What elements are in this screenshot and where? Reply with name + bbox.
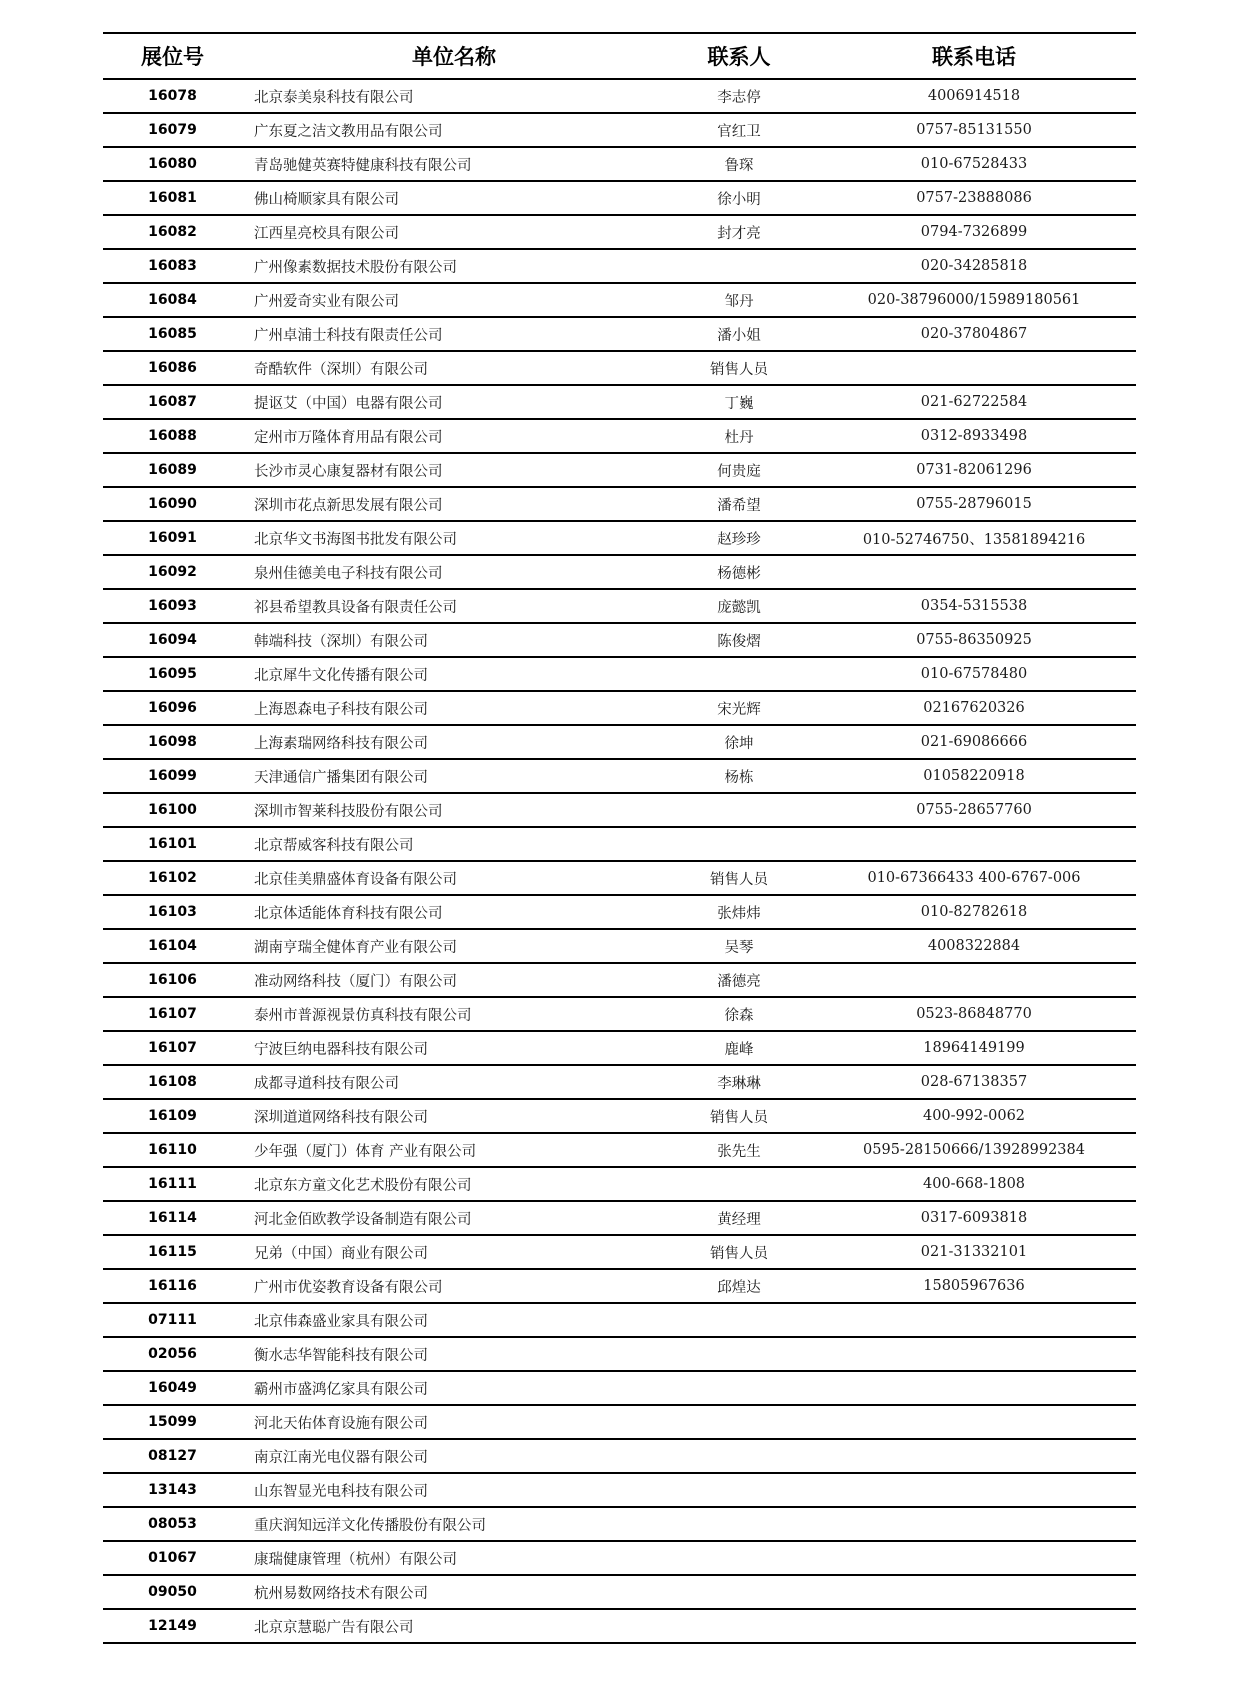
booth-number-cell: 16049 — [103, 1371, 242, 1405]
header-contact-phone: 联系电话 — [812, 33, 1136, 79]
contact-person-cell: 官红卫 — [666, 113, 812, 147]
company-name-cell: 重庆润知远洋文化传播股份有限公司 — [242, 1507, 666, 1541]
table-row — [103, 1541, 1136, 1575]
table-row — [103, 1371, 1136, 1405]
contact-person-cell: 陈俊熠 — [666, 623, 812, 657]
booth-number-cell: 13143 — [103, 1473, 242, 1507]
exhibitor-table — [103, 32, 1136, 1644]
table-row — [103, 1065, 1136, 1099]
table-row — [103, 147, 1136, 181]
contact-person-cell: 鲁琛 — [666, 147, 812, 181]
booth-number-cell: 16115 — [103, 1235, 242, 1269]
booth-number-cell: 16104 — [103, 929, 242, 963]
table-row — [103, 419, 1136, 453]
booth-number-cell: 16106 — [103, 963, 242, 997]
contact-phone-cell: 0757-23888086 — [812, 181, 1136, 215]
contact-phone-cell — [812, 1371, 1136, 1405]
contact-person-cell: 宋光辉 — [666, 691, 812, 725]
contact-phone-cell: 028-67138357 — [812, 1065, 1136, 1099]
contact-person-cell — [666, 657, 812, 691]
table-row — [103, 895, 1136, 929]
company-name-cell: 康瑞健康管理（杭州）有限公司 — [242, 1541, 666, 1575]
company-name-cell: 广东夏之洁文教用品有限公司 — [242, 113, 666, 147]
contact-person-cell: 何贵庭 — [666, 453, 812, 487]
booth-number-cell: 16103 — [103, 895, 242, 929]
contact-phone-cell: 0317-6093818 — [812, 1201, 1136, 1235]
contact-person-cell — [666, 793, 812, 827]
table-row — [103, 963, 1136, 997]
company-name-cell: 北京京慧聪广告有限公司 — [242, 1609, 666, 1643]
contact-person-cell — [666, 1439, 812, 1473]
booth-number-cell: 16085 — [103, 317, 242, 351]
contact-person-cell — [666, 1303, 812, 1337]
contact-person-cell: 张炜炜 — [666, 895, 812, 929]
company-name-cell: 衡水志华智能科技有限公司 — [242, 1337, 666, 1371]
contact-phone-cell: 0523-86848770 — [812, 997, 1136, 1031]
contact-phone-cell: 010-52746750、13581894216 — [812, 521, 1136, 555]
contact-person-cell: 吴琴 — [666, 929, 812, 963]
table-body — [103, 79, 1136, 1643]
contact-phone-cell — [812, 351, 1136, 385]
table-row — [103, 113, 1136, 147]
booth-number-cell: 16078 — [103, 79, 242, 113]
contact-phone-cell: 4006914518 — [812, 79, 1136, 113]
contact-phone-cell: 0757-85131550 — [812, 113, 1136, 147]
table-row — [103, 249, 1136, 283]
company-name-cell: 深圳市花点新思发展有限公司 — [242, 487, 666, 521]
table-row — [103, 1269, 1136, 1303]
booth-number-cell: 16102 — [103, 861, 242, 895]
contact-person-cell — [666, 1371, 812, 1405]
table-row — [103, 589, 1136, 623]
contact-person-cell — [666, 1473, 812, 1507]
contact-person-cell: 杨德彬 — [666, 555, 812, 589]
contact-phone-cell — [812, 1439, 1136, 1473]
company-name-cell: 韩端科技（深圳）有限公司 — [242, 623, 666, 657]
table-row — [103, 1167, 1136, 1201]
company-name-cell: 奇酷软件（深圳）有限公司 — [242, 351, 666, 385]
contact-person-cell: 销售人员 — [666, 861, 812, 895]
company-name-cell: 上海恩森电子科技有限公司 — [242, 691, 666, 725]
company-name-cell: 广州市优姿教育设备有限公司 — [242, 1269, 666, 1303]
booth-number-cell: 16086 — [103, 351, 242, 385]
company-name-cell: 深圳道道网络科技有限公司 — [242, 1099, 666, 1133]
company-name-cell: 广州爱奇实业有限公司 — [242, 283, 666, 317]
booth-number-cell: 16107 — [103, 1031, 242, 1065]
contact-phone-cell: 010-67528433 — [812, 147, 1136, 181]
contact-person-cell: 邱煌达 — [666, 1269, 812, 1303]
table-row — [103, 861, 1136, 895]
contact-person-cell: 鹿峰 — [666, 1031, 812, 1065]
company-name-cell: 祁县希望教具设备有限责任公司 — [242, 589, 666, 623]
contact-phone-cell: 400-992-0062 — [812, 1099, 1136, 1133]
table-row — [103, 215, 1136, 249]
contact-person-cell — [666, 249, 812, 283]
booth-number-cell: 16083 — [103, 249, 242, 283]
contact-person-cell — [666, 1541, 812, 1575]
contact-phone-cell — [812, 1541, 1136, 1575]
table-row — [103, 1031, 1136, 1065]
company-name-cell: 定州市万隆体育用品有限公司 — [242, 419, 666, 453]
company-name-cell: 北京伟森盛业家具有限公司 — [242, 1303, 666, 1337]
booth-number-cell: 16084 — [103, 283, 242, 317]
contact-phone-cell — [812, 555, 1136, 589]
table-row — [103, 1235, 1136, 1269]
exhibitor-list-sheet — [103, 32, 1136, 1644]
contact-phone-cell — [812, 1575, 1136, 1609]
contact-person-cell: 黄经理 — [666, 1201, 812, 1235]
company-name-cell: 北京泰美泉科技有限公司 — [242, 79, 666, 113]
contact-person-cell: 销售人员 — [666, 351, 812, 385]
table-row — [103, 555, 1136, 589]
table-row — [103, 181, 1136, 215]
contact-phone-cell: 0312-8933498 — [812, 419, 1136, 453]
company-name-cell: 江西星亮校具有限公司 — [242, 215, 666, 249]
contact-phone-cell: 0755-28796015 — [812, 487, 1136, 521]
contact-person-cell: 丁巍 — [666, 385, 812, 419]
booth-number-cell: 08053 — [103, 1507, 242, 1541]
contact-phone-cell: 020-34285818 — [812, 249, 1136, 283]
contact-phone-cell: 01058220918 — [812, 759, 1136, 793]
booth-number-cell: 16099 — [103, 759, 242, 793]
booth-number-cell: 08127 — [103, 1439, 242, 1473]
table-row — [103, 453, 1136, 487]
booth-number-cell: 02056 — [103, 1337, 242, 1371]
table-row — [103, 1473, 1136, 1507]
contact-person-cell: 庞懿凯 — [666, 589, 812, 623]
table-row — [103, 725, 1136, 759]
contact-phone-cell: 021-31332101 — [812, 1235, 1136, 1269]
company-name-cell: 北京帮威客科技有限公司 — [242, 827, 666, 861]
contact-person-cell: 张先生 — [666, 1133, 812, 1167]
company-name-cell: 霸州市盛鸿亿家具有限公司 — [242, 1371, 666, 1405]
table-row — [103, 283, 1136, 317]
contact-phone-cell: 0731-82061296 — [812, 453, 1136, 487]
company-name-cell: 河北天佑体育设施有限公司 — [242, 1405, 666, 1439]
contact-phone-cell — [812, 1609, 1136, 1643]
table-row — [103, 1201, 1136, 1235]
company-name-cell: 兄弟（中国）商业有限公司 — [242, 1235, 666, 1269]
table-row — [103, 1609, 1136, 1643]
contact-phone-cell: 4008322884 — [812, 929, 1136, 963]
company-name-cell: 深圳市智莱科技股份有限公司 — [242, 793, 666, 827]
contact-phone-cell: 010-67366433 400-6767-006 — [812, 861, 1136, 895]
contact-phone-cell: 0755-28657760 — [812, 793, 1136, 827]
booth-number-cell: 16079 — [103, 113, 242, 147]
booth-number-cell: 15099 — [103, 1405, 242, 1439]
table-row — [103, 521, 1136, 555]
booth-number-cell: 16098 — [103, 725, 242, 759]
booth-number-cell: 16092 — [103, 555, 242, 589]
contact-person-cell: 潘德亮 — [666, 963, 812, 997]
contact-person-cell — [666, 1337, 812, 1371]
company-name-cell: 杭州易数网络技术有限公司 — [242, 1575, 666, 1609]
contact-phone-cell: 010-67578480 — [812, 657, 1136, 691]
table-row — [103, 759, 1136, 793]
contact-phone-cell — [812, 827, 1136, 861]
company-name-cell: 北京体适能体育科技有限公司 — [242, 895, 666, 929]
contact-person-cell: 徐森 — [666, 997, 812, 1031]
header-contact-person: 联系人 — [666, 33, 812, 79]
contact-phone-cell — [812, 1303, 1136, 1337]
company-name-cell: 成都寻道科技有限公司 — [242, 1065, 666, 1099]
booth-number-cell: 16114 — [103, 1201, 242, 1235]
contact-phone-cell: 020-38796000/15989180561 — [812, 283, 1136, 317]
company-name-cell: 南京江南光电仪器有限公司 — [242, 1439, 666, 1473]
table-row — [103, 487, 1136, 521]
booth-number-cell: 16110 — [103, 1133, 242, 1167]
contact-phone-cell — [812, 1473, 1136, 1507]
contact-person-cell: 赵珍珍 — [666, 521, 812, 555]
contact-phone-cell: 18964149199 — [812, 1031, 1136, 1065]
table-row — [103, 929, 1136, 963]
contact-person-cell: 邹丹 — [666, 283, 812, 317]
table-row — [103, 1099, 1136, 1133]
table-row — [103, 691, 1136, 725]
contact-person-cell: 杨栋 — [666, 759, 812, 793]
booth-number-cell: 16091 — [103, 521, 242, 555]
table-row — [103, 317, 1136, 351]
contact-phone-cell: 400-668-1808 — [812, 1167, 1136, 1201]
company-name-cell: 少年强（厦门）体育 产业有限公司 — [242, 1133, 666, 1167]
booth-number-cell: 16087 — [103, 385, 242, 419]
booth-number-cell: 16108 — [103, 1065, 242, 1099]
table-row — [103, 1575, 1136, 1609]
table-row — [103, 79, 1136, 113]
contact-phone-cell — [812, 1337, 1136, 1371]
contact-phone-cell: 021-62722584 — [812, 385, 1136, 419]
contact-phone-cell: 020-37804867 — [812, 317, 1136, 351]
contact-person-cell — [666, 1609, 812, 1643]
table-row — [103, 793, 1136, 827]
company-name-cell: 湖南亨瑞全健体育产业有限公司 — [242, 929, 666, 963]
company-name-cell: 北京东方童文化艺术股份有限公司 — [242, 1167, 666, 1201]
table-row — [103, 657, 1136, 691]
contact-person-cell: 潘希望 — [666, 487, 812, 521]
contact-phone-cell: 010-82782618 — [812, 895, 1136, 929]
table-row — [103, 1405, 1136, 1439]
table-row — [103, 997, 1136, 1031]
contact-person-cell — [666, 1575, 812, 1609]
company-name-cell: 佛山椅顺家具有限公司 — [242, 181, 666, 215]
table-row — [103, 385, 1136, 419]
contact-person-cell: 销售人员 — [666, 1235, 812, 1269]
table-row — [103, 623, 1136, 657]
company-name-cell: 泉州佳德美电子科技有限公司 — [242, 555, 666, 589]
booth-number-cell: 16089 — [103, 453, 242, 487]
company-name-cell: 长沙市灵心康复器材有限公司 — [242, 453, 666, 487]
contact-person-cell: 徐小明 — [666, 181, 812, 215]
booth-number-cell: 16111 — [103, 1167, 242, 1201]
table-row — [103, 1507, 1136, 1541]
contact-person-cell — [666, 1507, 812, 1541]
contact-person-cell — [666, 1167, 812, 1201]
contact-person-cell: 李琳琳 — [666, 1065, 812, 1099]
company-name-cell: 河北金佰欧教学设备制造有限公司 — [242, 1201, 666, 1235]
company-name-cell: 提讴艾（中国）电器有限公司 — [242, 385, 666, 419]
company-name-cell: 准动网络科技（厦门）有限公司 — [242, 963, 666, 997]
booth-number-cell: 09050 — [103, 1575, 242, 1609]
table-header — [103, 33, 1136, 79]
booth-number-cell: 16081 — [103, 181, 242, 215]
booth-number-cell: 16095 — [103, 657, 242, 691]
contact-person-cell: 李志停 — [666, 79, 812, 113]
company-name-cell: 北京华文书海图书批发有限公司 — [242, 521, 666, 555]
contact-person-cell: 徐坤 — [666, 725, 812, 759]
company-name-cell: 宁波巨纳电器科技有限公司 — [242, 1031, 666, 1065]
booth-number-cell: 16090 — [103, 487, 242, 521]
contact-phone-cell: 0595-28150666/13928992384 — [812, 1133, 1136, 1167]
contact-phone-cell: 0354-5315538 — [812, 589, 1136, 623]
booth-number-cell: 07111 — [103, 1303, 242, 1337]
booth-number-cell: 16080 — [103, 147, 242, 181]
contact-phone-cell: 021-69086666 — [812, 725, 1136, 759]
company-name-cell: 广州像素数据技术股份有限公司 — [242, 249, 666, 283]
booth-number-cell: 16100 — [103, 793, 242, 827]
contact-phone-cell: 0794-7326899 — [812, 215, 1136, 249]
table-row — [103, 827, 1136, 861]
contact-phone-cell — [812, 963, 1136, 997]
contact-phone-cell: 15805967636 — [812, 1269, 1136, 1303]
company-name-cell: 上海素瑞网络科技有限公司 — [242, 725, 666, 759]
table-row — [103, 1133, 1136, 1167]
table-row — [103, 1303, 1136, 1337]
contact-person-cell: 封才亮 — [666, 215, 812, 249]
booth-number-cell: 01067 — [103, 1541, 242, 1575]
contact-phone-cell — [812, 1405, 1136, 1439]
table-row — [103, 1337, 1136, 1371]
header-booth-number: 展位号 — [103, 33, 242, 79]
company-name-cell: 广州卓浦士科技有限责任公司 — [242, 317, 666, 351]
booth-number-cell: 16094 — [103, 623, 242, 657]
contact-person-cell: 潘小姐 — [666, 317, 812, 351]
contact-phone-cell: 02167620326 — [812, 691, 1136, 725]
company-name-cell: 泰州市普源视景仿真科技有限公司 — [242, 997, 666, 1031]
contact-person-cell — [666, 1405, 812, 1439]
booth-number-cell: 16116 — [103, 1269, 242, 1303]
booth-number-cell: 16101 — [103, 827, 242, 861]
table-row — [103, 1439, 1136, 1473]
company-name-cell: 青岛驰健英赛特健康科技有限公司 — [242, 147, 666, 181]
company-name-cell: 北京犀牛文化传播有限公司 — [242, 657, 666, 691]
contact-person-cell — [666, 827, 812, 861]
company-name-cell: 山东智显光电科技有限公司 — [242, 1473, 666, 1507]
booth-number-cell: 16093 — [103, 589, 242, 623]
booth-number-cell: 16109 — [103, 1099, 242, 1133]
contact-person-cell: 销售人员 — [666, 1099, 812, 1133]
booth-number-cell: 12149 — [103, 1609, 242, 1643]
contact-person-cell: 杜丹 — [666, 419, 812, 453]
header-company-name: 单位名称 — [242, 33, 666, 79]
company-name-cell: 北京佳美鼎盛体育设备有限公司 — [242, 861, 666, 895]
header-row — [103, 33, 1136, 79]
contact-phone-cell — [812, 1507, 1136, 1541]
company-name-cell: 天津通信广播集团有限公司 — [242, 759, 666, 793]
booth-number-cell: 16082 — [103, 215, 242, 249]
booth-number-cell: 16107 — [103, 997, 242, 1031]
booth-number-cell: 16096 — [103, 691, 242, 725]
booth-number-cell: 16088 — [103, 419, 242, 453]
contact-phone-cell: 0755-86350925 — [812, 623, 1136, 657]
table-row — [103, 351, 1136, 385]
